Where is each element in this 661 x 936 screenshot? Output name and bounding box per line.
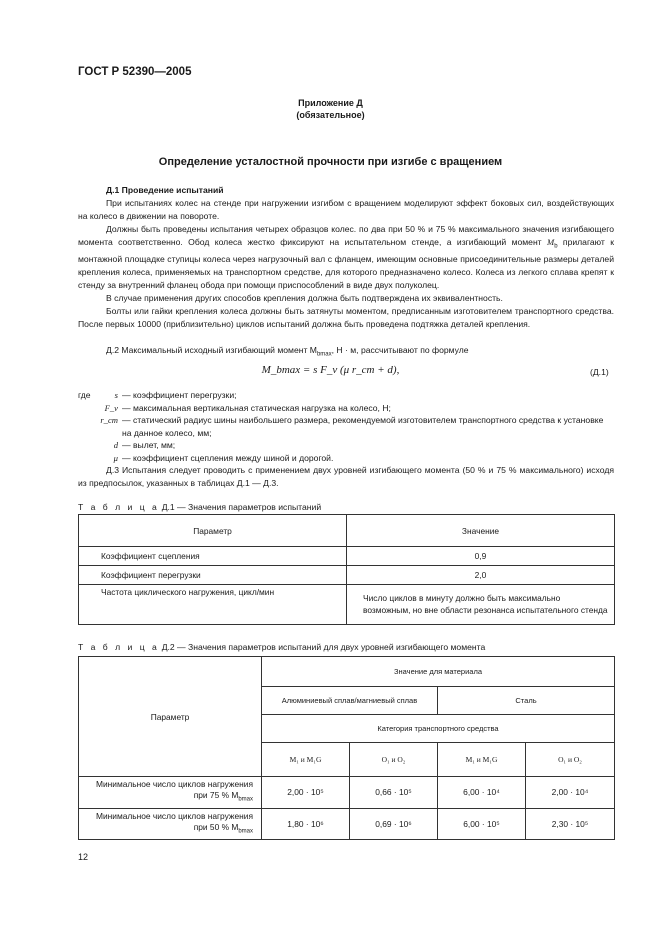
table-1-header-param: Параметр — [79, 515, 347, 547]
definition-symbol: d — [113, 440, 118, 450]
section-1-heading: Д.1 Проведение испытаний — [106, 185, 224, 195]
table-cell: 6,00 · 10⁵ — [438, 808, 526, 840]
definition-symbol: r_ст — [100, 415, 118, 425]
table-row: Минимальное число циклов нагружения при 75 % $M_{bmax}$ — [79, 777, 262, 809]
table-2-cat: O₁ и O₂ — [350, 743, 438, 777]
section-1-p2: Должны быть проведены испытания четырех образцов колес. по два при 50 % и 75 % максимального значения изгибающего момента соответственно. Обод колеса жестко фиксируют на испытательном стенде, а изгибающий момент $M_b$ прилагают к монтажной площадке ступицы колеса через нагрузочный вал с фланцем, имеющим основные присоединительные размеры деталей крепления колеса, применяемых на транспортном средстве, для которого предназначено колесо. Колеса из легкого сплава крепят к стенду за внутренний фланец обода при помощи приспособлений в виде двух полуколец. — [78, 223, 614, 291]
table-1-header-value: Значение — [347, 515, 615, 547]
table-2 — [78, 656, 615, 840]
table-2-header-alu: Алюминиевый сплав/магниевый сплав — [262, 687, 438, 715]
table-cell: 0,69 · 10⁶ — [350, 808, 438, 840]
page-number: 12 — [78, 852, 89, 862]
table-cell: Число циклов в минуту должно быть максимально возможным, но вне области резонанса испытательного стенда — [347, 585, 615, 625]
document-id: ГОСТ Р 52390—2005 — [78, 66, 192, 78]
formula-number: (Д.1) — [590, 367, 609, 377]
section-3: Д.3 Испытания следует проводить с применением двух уровней изгибающего момента (50 % и 75 % максимального) исходя из предпосылок, указанных в таблицах Д.1 — Д.3. — [78, 465, 614, 488]
definition-item — [78, 452, 614, 465]
definition-text: — статический радиус шины наибольшего размера, рекомендуемой изготовителем транспортного средства к установке на данное колесо, мм; — [122, 415, 604, 438]
table-2-header-steel: Сталь — [438, 687, 615, 715]
definition-text: — максимальная вертикальная статическая нагрузка на колесо, Н; — [122, 402, 391, 413]
formula-d1: M_bmax = s F_v (μ r_ст + d), — [261, 364, 400, 376]
definition-text: — вылет, мм; — [122, 440, 176, 450]
table-2-header-param: Параметр — [79, 657, 262, 777]
table-cell: 2,00 · 10⁴ — [526, 777, 615, 809]
table-cell: 1,80 · 10⁶ — [262, 808, 350, 840]
table-2-header-value: Значение для материала — [262, 657, 615, 687]
table-row: Минимальное число циклов нагружения при 50 % $M_{bmax}$ — [79, 808, 262, 840]
appendix-type: (обязательное) — [296, 110, 365, 120]
definition-symbol: F_v — [104, 402, 118, 413]
definition-item — [78, 439, 614, 452]
section-1-p3: В случае применения других способов крепления должна быть подтверждена их эквивалентность. — [106, 292, 503, 303]
section-1 — [78, 184, 614, 331]
definition-item — [78, 414, 614, 439]
table-row: Коэффициент перегрузки — [79, 566, 347, 585]
table-cell: 2,30 · 10⁵ — [526, 808, 615, 840]
table-cell: 6,00 · 10⁴ — [438, 777, 526, 809]
where-label: где — [78, 390, 91, 400]
table-2-cat: M₁ и M₁G — [438, 743, 526, 777]
definition-item — [78, 402, 614, 415]
definition-symbol: μ — [113, 452, 118, 463]
definition-symbol: s — [114, 390, 118, 400]
definition-text: — коэффициент перегрузки; — [122, 390, 237, 400]
symbol-definitions — [78, 389, 614, 464]
table-cell: 2,00 · 10⁵ — [262, 777, 350, 809]
table-2-caption: Т а б л и ц а Д.2 — Значения параметров испытаний для двух уровней изгибающего момента — [78, 642, 486, 652]
section-1-p4: Болты или гайки крепления колеса должны быть затянуты моментом, предписанным изготовителем транспортного средства. После первых 10000 (приблизительно) циклов испытаний должна быть проведена подтяжка деталей крепления. — [78, 305, 614, 329]
definition-text: — коэффициент сцепления между шиной и дорогой. — [122, 452, 334, 463]
table-1-caption: Т а б л и ц а Д.1 — Значения параметров испытаний — [78, 502, 322, 512]
table-1 — [78, 514, 615, 625]
section-1-p1: При испытаниях колес на стенде при нагружении изгибом с вращением моделируют эффект боковых сил, воздействующих на колесо в движении на повороте. — [78, 197, 614, 221]
table-row: Коэффициент сцепления — [79, 547, 347, 566]
table-cell: 2,0 — [347, 566, 615, 585]
table-2-header-category: Категория транспортного средства — [262, 715, 615, 743]
main-title: Определение усталостной прочности при изгибе с вращением — [158, 156, 503, 168]
definition-item — [78, 389, 614, 402]
table-row: Частота циклического нагружения, цикл/мин — [79, 585, 347, 625]
table-2-cat: O₁ и O₂ — [526, 743, 615, 777]
appendix-title: Приложение Д — [298, 98, 363, 108]
table-2-cat: M₁ и M₁G — [262, 743, 350, 777]
section-2-intro: Д.2 Максимальный исходный изгибающий момент $M_{bmax}$, Н · м, рассчитывают по формуле — [106, 345, 469, 358]
table-cell: 0,66 · 10⁵ — [350, 777, 438, 809]
table-cell: 0,9 — [347, 547, 615, 566]
